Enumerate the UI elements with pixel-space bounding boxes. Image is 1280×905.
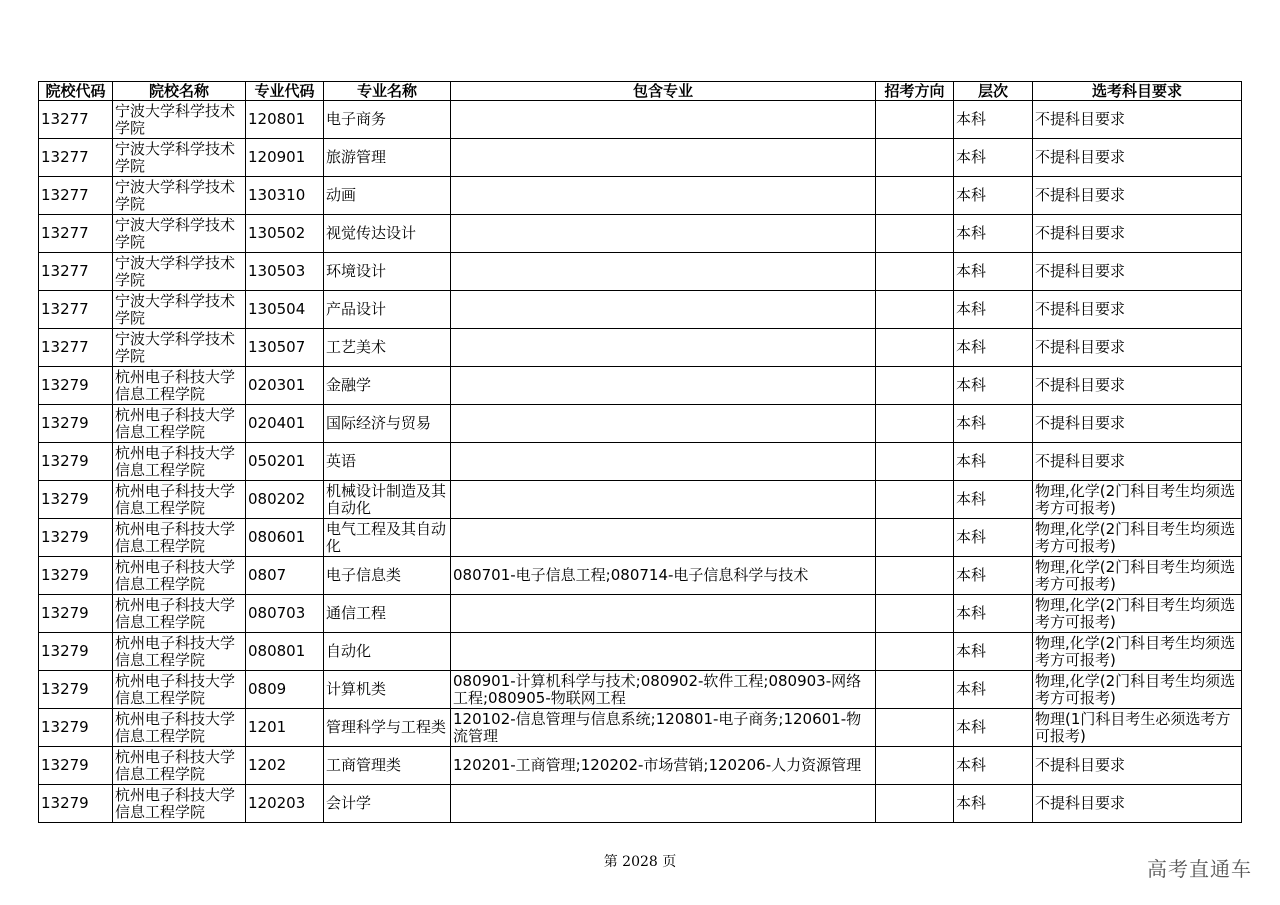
major-name-cell: 金融学 bbox=[324, 367, 451, 405]
level-cell: 本科 bbox=[954, 405, 1033, 443]
major-name-cell: 电子信息类 bbox=[324, 557, 451, 595]
subject-requirement-cell: 不提科目要求 bbox=[1033, 139, 1242, 177]
subject-requirement-cell: 不提科目要求 bbox=[1033, 747, 1242, 785]
level-cell: 本科 bbox=[954, 253, 1033, 291]
column-header: 选考科目要求 bbox=[1033, 82, 1242, 101]
school-code-cell: 13277 bbox=[39, 329, 113, 367]
watermark-logo: 高考直通车 bbox=[1147, 857, 1252, 881]
admission-direction-cell bbox=[876, 405, 954, 443]
level-cell: 本科 bbox=[954, 139, 1033, 177]
major-code-cell: 1202 bbox=[246, 747, 324, 785]
subject-requirement-cell: 不提科目要求 bbox=[1033, 177, 1242, 215]
level-cell: 本科 bbox=[954, 557, 1033, 595]
school-name-cell: 杭州电子科技大学信息工程学院 bbox=[113, 747, 246, 785]
admission-direction-cell bbox=[876, 177, 954, 215]
major-name-cell: 产品设计 bbox=[324, 291, 451, 329]
school-code-cell: 13279 bbox=[39, 747, 113, 785]
school-code-cell: 13279 bbox=[39, 519, 113, 557]
included-majors-cell bbox=[451, 785, 876, 823]
admission-direction-cell bbox=[876, 557, 954, 595]
table-row bbox=[39, 633, 1242, 671]
included-majors-cell bbox=[451, 101, 876, 139]
table-row bbox=[39, 443, 1242, 481]
included-majors-cell bbox=[451, 291, 876, 329]
table-row bbox=[39, 253, 1242, 291]
admission-direction-cell bbox=[876, 291, 954, 329]
major-name-cell: 国际经济与贸易 bbox=[324, 405, 451, 443]
included-majors-cell bbox=[451, 253, 876, 291]
subject-requirement-cell: 不提科目要求 bbox=[1033, 253, 1242, 291]
included-majors-cell bbox=[451, 215, 876, 253]
subject-requirement-cell: 不提科目要求 bbox=[1033, 405, 1242, 443]
school-code-cell: 13277 bbox=[39, 177, 113, 215]
school-name-cell: 杭州电子科技大学信息工程学院 bbox=[113, 671, 246, 709]
level-cell: 本科 bbox=[954, 101, 1033, 139]
table-row bbox=[39, 519, 1242, 557]
major-name-cell: 机械设计制造及其自动化 bbox=[324, 481, 451, 519]
level-cell: 本科 bbox=[954, 367, 1033, 405]
school-name-cell: 杭州电子科技大学信息工程学院 bbox=[113, 557, 246, 595]
admission-direction-cell bbox=[876, 367, 954, 405]
included-majors-cell bbox=[451, 177, 876, 215]
major-code-cell: 020401 bbox=[246, 405, 324, 443]
table-row bbox=[39, 709, 1242, 747]
school-name-cell: 宁波大学科学技术学院 bbox=[113, 329, 246, 367]
school-name-cell: 宁波大学科学技术学院 bbox=[113, 139, 246, 177]
major-name-cell: 会计学 bbox=[324, 785, 451, 823]
level-cell: 本科 bbox=[954, 595, 1033, 633]
level-cell: 本科 bbox=[954, 177, 1033, 215]
major-code-cell: 0807 bbox=[246, 557, 324, 595]
subject-requirement-cell: 不提科目要求 bbox=[1033, 329, 1242, 367]
school-code-cell: 13277 bbox=[39, 215, 113, 253]
school-code-cell: 13277 bbox=[39, 291, 113, 329]
column-header: 院校名称 bbox=[113, 82, 246, 101]
level-cell: 本科 bbox=[954, 633, 1033, 671]
table-row bbox=[39, 785, 1242, 823]
included-majors-cell bbox=[451, 367, 876, 405]
major-name-cell: 电气工程及其自动化 bbox=[324, 519, 451, 557]
school-name-cell: 杭州电子科技大学信息工程学院 bbox=[113, 595, 246, 633]
level-cell: 本科 bbox=[954, 329, 1033, 367]
included-majors-cell bbox=[451, 633, 876, 671]
admission-direction-cell bbox=[876, 633, 954, 671]
subject-requirement-cell: 不提科目要求 bbox=[1033, 101, 1242, 139]
admission-direction-cell bbox=[876, 595, 954, 633]
school-code-cell: 13279 bbox=[39, 405, 113, 443]
major-name-cell: 通信工程 bbox=[324, 595, 451, 633]
admission-direction-cell bbox=[876, 519, 954, 557]
major-code-cell: 080703 bbox=[246, 595, 324, 633]
major-name-cell: 视觉传达设计 bbox=[324, 215, 451, 253]
school-code-cell: 13279 bbox=[39, 481, 113, 519]
major-code-cell: 050201 bbox=[246, 443, 324, 481]
school-code-cell: 13279 bbox=[39, 557, 113, 595]
included-majors-cell: 120201-工商管理;120202-市场营销;120206-人力资源管理 bbox=[451, 747, 876, 785]
major-name-cell: 自动化 bbox=[324, 633, 451, 671]
school-name-cell: 杭州电子科技大学信息工程学院 bbox=[113, 443, 246, 481]
admission-table bbox=[38, 81, 1242, 823]
level-cell: 本科 bbox=[954, 215, 1033, 253]
table-row bbox=[39, 329, 1242, 367]
table-row bbox=[39, 595, 1242, 633]
table-row bbox=[39, 557, 1242, 595]
level-cell: 本科 bbox=[954, 519, 1033, 557]
major-code-cell: 120901 bbox=[246, 139, 324, 177]
table-row bbox=[39, 291, 1242, 329]
school-name-cell: 宁波大学科学技术学院 bbox=[113, 101, 246, 139]
column-header: 层次 bbox=[954, 82, 1033, 101]
subject-requirement-cell: 不提科目要求 bbox=[1033, 291, 1242, 329]
admission-direction-cell bbox=[876, 101, 954, 139]
column-header: 院校代码 bbox=[39, 82, 113, 101]
major-code-cell: 1201 bbox=[246, 709, 324, 747]
subject-requirement-cell: 物理(1门科目考生必须选考方可报考) bbox=[1033, 709, 1242, 747]
admission-direction-cell bbox=[876, 139, 954, 177]
admission-direction-cell bbox=[876, 481, 954, 519]
school-code-cell: 13279 bbox=[39, 595, 113, 633]
school-code-cell: 13279 bbox=[39, 633, 113, 671]
major-code-cell: 120203 bbox=[246, 785, 324, 823]
subject-requirement-cell: 不提科目要求 bbox=[1033, 367, 1242, 405]
school-name-cell: 杭州电子科技大学信息工程学院 bbox=[113, 405, 246, 443]
subject-requirement-cell: 物理,化学(2门科目考生均须选考方可报考) bbox=[1033, 633, 1242, 671]
school-name-cell: 宁波大学科学技术学院 bbox=[113, 215, 246, 253]
admission-direction-cell bbox=[876, 215, 954, 253]
major-code-cell: 080202 bbox=[246, 481, 324, 519]
major-code-cell: 080801 bbox=[246, 633, 324, 671]
table-body bbox=[39, 101, 1242, 823]
major-name-cell: 电子商务 bbox=[324, 101, 451, 139]
subject-requirement-cell: 物理,化学(2门科目考生均须选考方可报考) bbox=[1033, 557, 1242, 595]
subject-requirement-cell: 物理,化学(2门科目考生均须选考方可报考) bbox=[1033, 481, 1242, 519]
major-code-cell: 020301 bbox=[246, 367, 324, 405]
school-code-cell: 13277 bbox=[39, 101, 113, 139]
table-header-row bbox=[39, 82, 1242, 101]
included-majors-cell: 120102-信息管理与信息系统;120801-电子商务;120601-物流管理 bbox=[451, 709, 876, 747]
major-code-cell: 0809 bbox=[246, 671, 324, 709]
major-name-cell: 环境设计 bbox=[324, 253, 451, 291]
table-row bbox=[39, 215, 1242, 253]
included-majors-cell bbox=[451, 405, 876, 443]
major-name-cell: 工商管理类 bbox=[324, 747, 451, 785]
table-row bbox=[39, 747, 1242, 785]
column-header: 专业名称 bbox=[324, 82, 451, 101]
school-name-cell: 杭州电子科技大学信息工程学院 bbox=[113, 633, 246, 671]
page-number: 第 2028 页 bbox=[603, 854, 677, 870]
level-cell: 本科 bbox=[954, 785, 1033, 823]
included-majors-cell bbox=[451, 519, 876, 557]
major-name-cell: 旅游管理 bbox=[324, 139, 451, 177]
major-code-cell: 130503 bbox=[246, 253, 324, 291]
included-majors-cell bbox=[451, 139, 876, 177]
level-cell: 本科 bbox=[954, 291, 1033, 329]
table-row bbox=[39, 177, 1242, 215]
included-majors-cell: 080701-电子信息工程;080714-电子信息科学与技术 bbox=[451, 557, 876, 595]
subject-requirement-cell: 物理,化学(2门科目考生均须选考方可报考) bbox=[1033, 671, 1242, 709]
major-name-cell: 动画 bbox=[324, 177, 451, 215]
major-code-cell: 130504 bbox=[246, 291, 324, 329]
major-name-cell: 英语 bbox=[324, 443, 451, 481]
school-code-cell: 13279 bbox=[39, 443, 113, 481]
column-header: 招考方向 bbox=[876, 82, 954, 101]
admission-direction-cell bbox=[876, 329, 954, 367]
school-code-cell: 13279 bbox=[39, 367, 113, 405]
included-majors-cell bbox=[451, 481, 876, 519]
level-cell: 本科 bbox=[954, 443, 1033, 481]
major-code-cell: 120801 bbox=[246, 101, 324, 139]
table-row bbox=[39, 367, 1242, 405]
table-row bbox=[39, 101, 1242, 139]
school-name-cell: 杭州电子科技大学信息工程学院 bbox=[113, 481, 246, 519]
major-code-cell: 080601 bbox=[246, 519, 324, 557]
admission-direction-cell bbox=[876, 785, 954, 823]
school-code-cell: 13279 bbox=[39, 785, 113, 823]
school-name-cell: 宁波大学科学技术学院 bbox=[113, 291, 246, 329]
subject-requirement-cell: 物理,化学(2门科目考生均须选考方可报考) bbox=[1033, 519, 1242, 557]
table-row bbox=[39, 139, 1242, 177]
subject-requirement-cell: 不提科目要求 bbox=[1033, 785, 1242, 823]
included-majors-cell: 080901-计算机科学与技术;080902-软件工程;080903-网络工程;080905-物联网工程 bbox=[451, 671, 876, 709]
school-code-cell: 13279 bbox=[39, 671, 113, 709]
admission-direction-cell bbox=[876, 709, 954, 747]
admission-direction-cell bbox=[876, 671, 954, 709]
admission-direction-cell bbox=[876, 253, 954, 291]
major-code-cell: 130310 bbox=[246, 177, 324, 215]
school-name-cell: 宁波大学科学技术学院 bbox=[113, 253, 246, 291]
level-cell: 本科 bbox=[954, 481, 1033, 519]
included-majors-cell bbox=[451, 443, 876, 481]
school-name-cell: 杭州电子科技大学信息工程学院 bbox=[113, 367, 246, 405]
major-code-cell: 130507 bbox=[246, 329, 324, 367]
school-code-cell: 13277 bbox=[39, 139, 113, 177]
level-cell: 本科 bbox=[954, 747, 1033, 785]
level-cell: 本科 bbox=[954, 671, 1033, 709]
school-code-cell: 13279 bbox=[39, 709, 113, 747]
table-row bbox=[39, 405, 1242, 443]
school-name-cell: 杭州电子科技大学信息工程学院 bbox=[113, 519, 246, 557]
subject-requirement-cell: 物理,化学(2门科目考生均须选考方可报考) bbox=[1033, 595, 1242, 633]
school-name-cell: 杭州电子科技大学信息工程学院 bbox=[113, 709, 246, 747]
table-row bbox=[39, 481, 1242, 519]
school-name-cell: 杭州电子科技大学信息工程学院 bbox=[113, 785, 246, 823]
subject-requirement-cell: 不提科目要求 bbox=[1033, 443, 1242, 481]
major-code-cell: 130502 bbox=[246, 215, 324, 253]
column-header: 包含专业 bbox=[451, 82, 876, 101]
major-name-cell: 工艺美术 bbox=[324, 329, 451, 367]
school-code-cell: 13277 bbox=[39, 253, 113, 291]
major-name-cell: 管理科学与工程类 bbox=[324, 709, 451, 747]
included-majors-cell bbox=[451, 595, 876, 633]
column-header: 专业代码 bbox=[246, 82, 324, 101]
school-name-cell: 宁波大学科学技术学院 bbox=[113, 177, 246, 215]
included-majors-cell bbox=[451, 329, 876, 367]
major-name-cell: 计算机类 bbox=[324, 671, 451, 709]
admission-direction-cell bbox=[876, 443, 954, 481]
admission-direction-cell bbox=[876, 747, 954, 785]
level-cell: 本科 bbox=[954, 709, 1033, 747]
table-row bbox=[39, 671, 1242, 709]
subject-requirement-cell: 不提科目要求 bbox=[1033, 215, 1242, 253]
